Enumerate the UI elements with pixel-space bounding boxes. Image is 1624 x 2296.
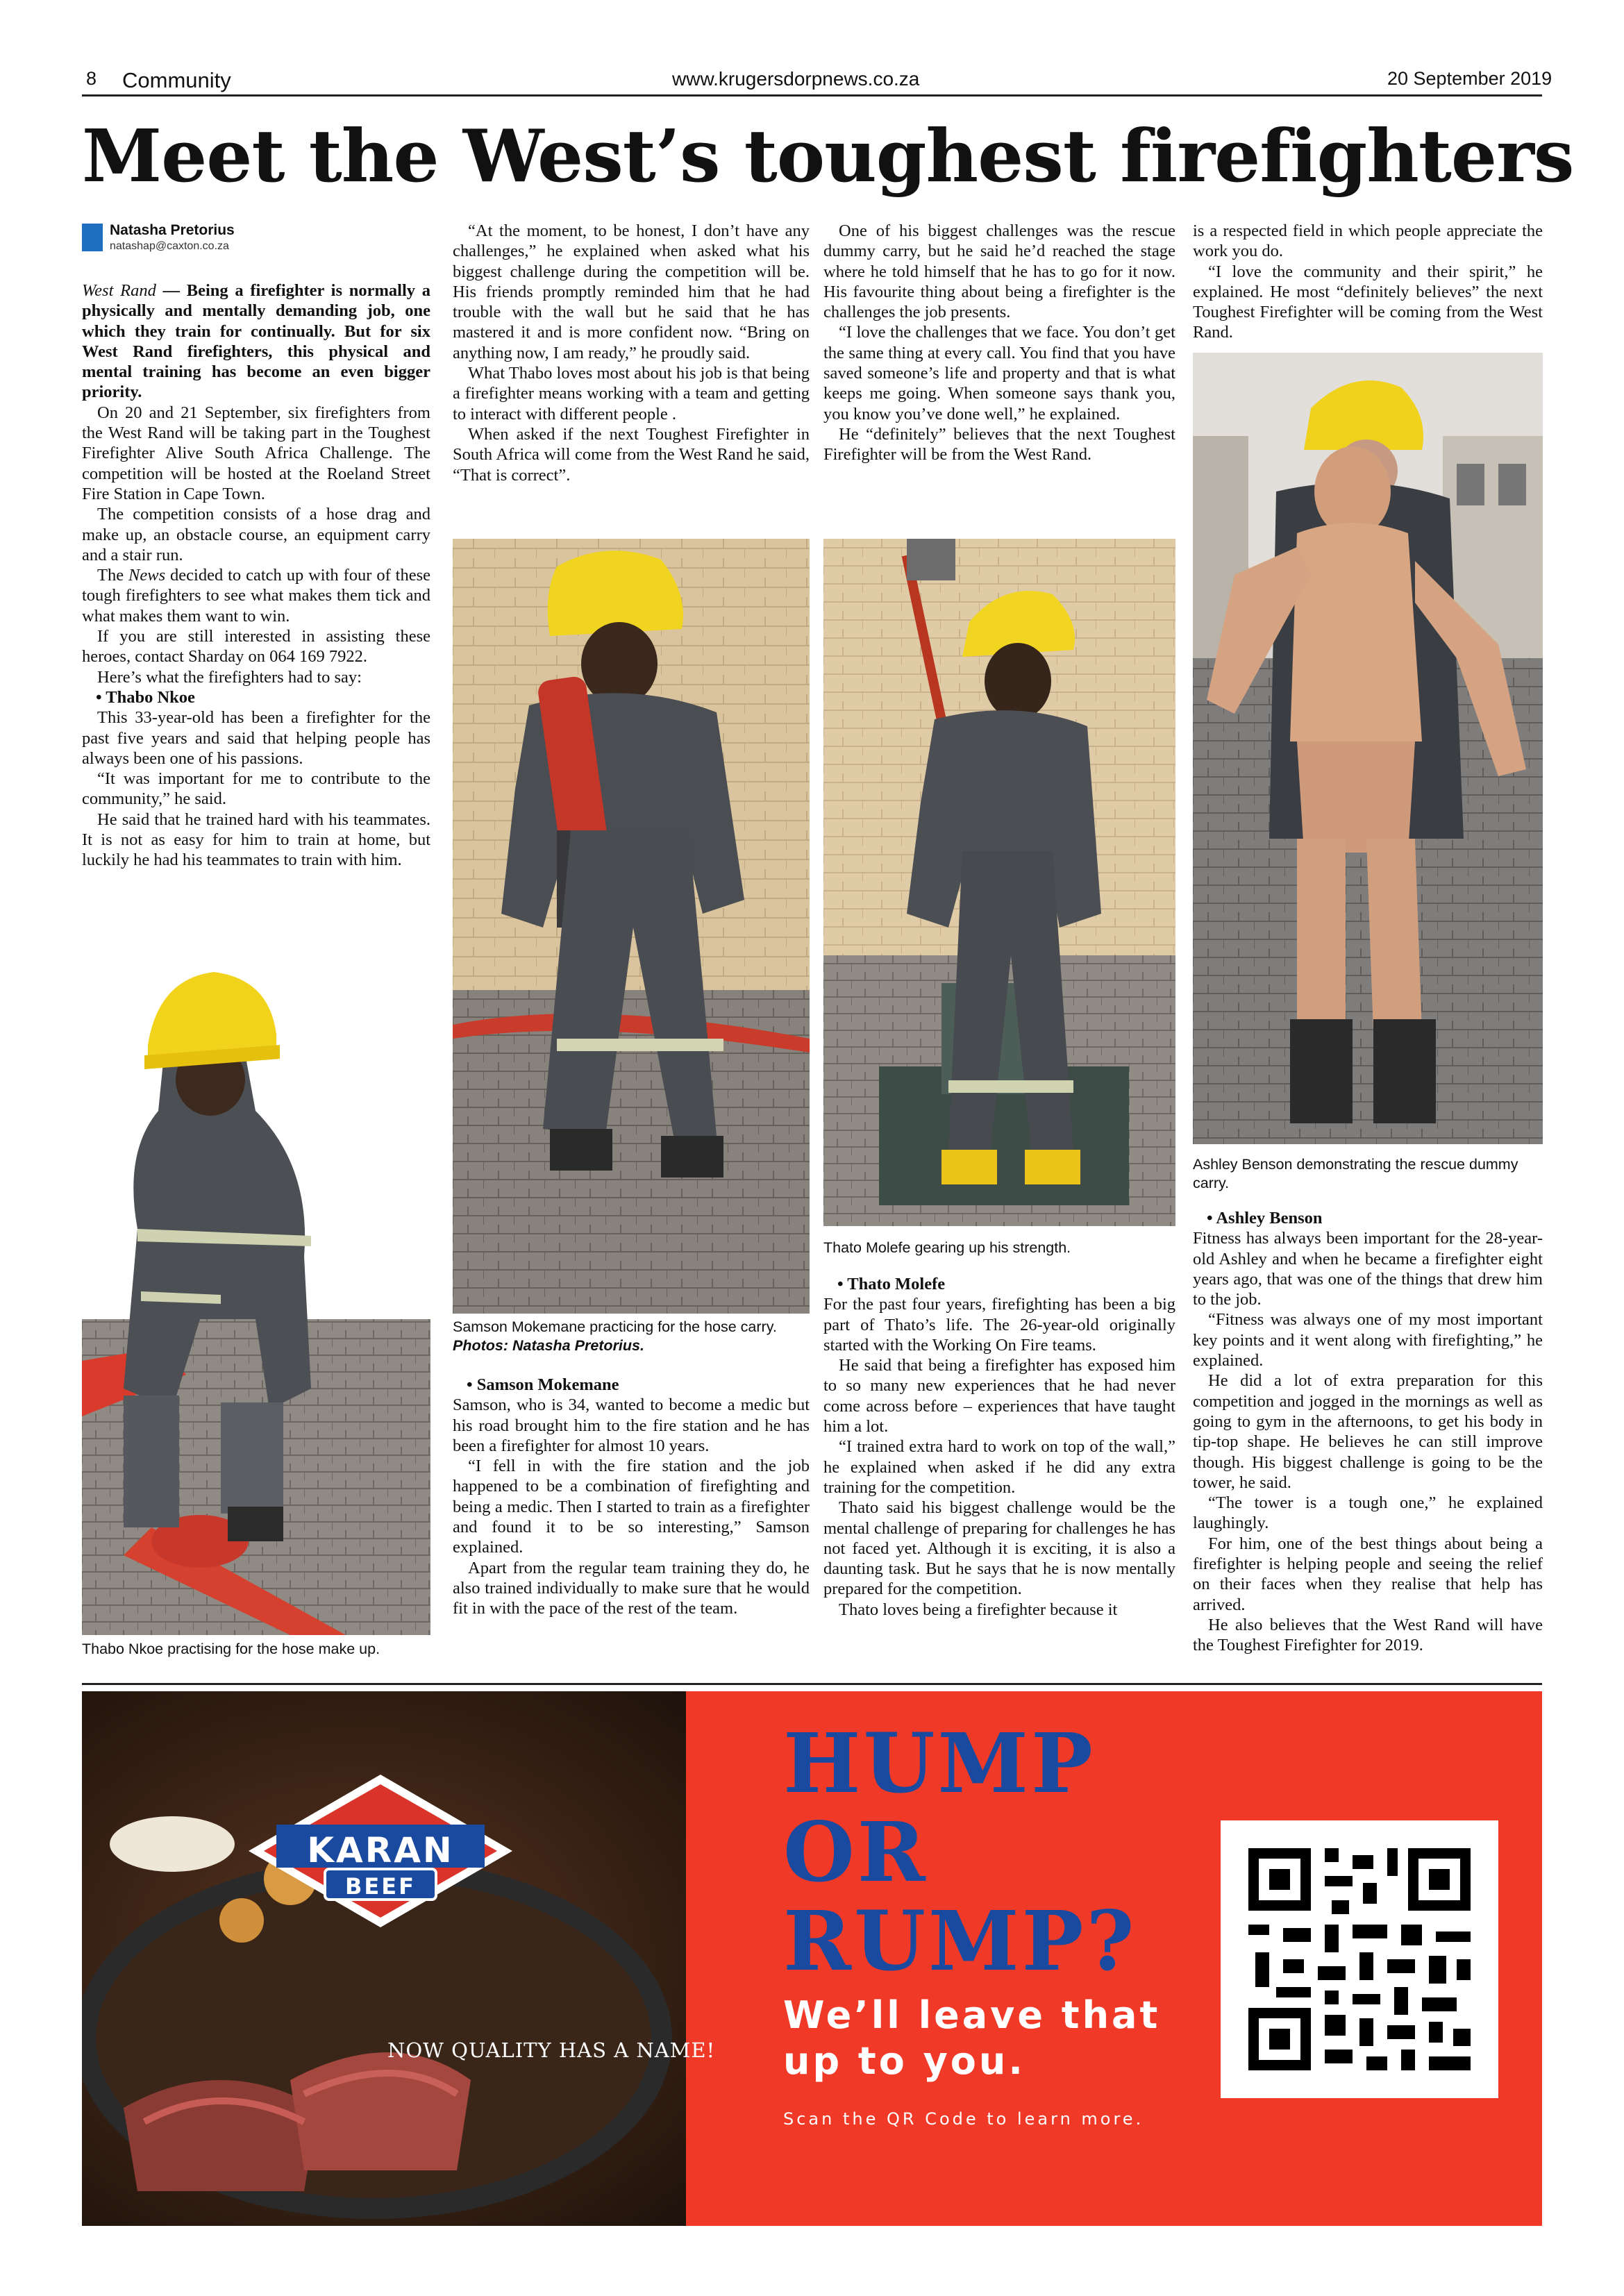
paragraph: He said that he trained hard with his teammates. It is not as easy for him to train at home, but luckily he had his teammates to train with him. (82, 810, 430, 870)
paragraph: “I love the community and their spirit,” he explained. He most “definitely believes” the next Toughest Firefighter will be coming from the West Rand. (1193, 262, 1543, 342)
logo-top-text: KARAN (307, 1830, 454, 1870)
byline-marker (82, 224, 103, 251)
column-3 (823, 221, 1175, 465)
advert-headline (783, 1715, 1137, 1989)
column-2-lower (453, 1375, 810, 1619)
paragraph: Fitness has always been important for the 28-year-old Ashley and when he became a firefighter eight years ago, that was one of the things that drew him to the job. (1193, 1229, 1543, 1309)
paragraph: On 20 and 21 September, six firefighters from the West Rand will be taking part in the Toughest Firefighter Alive South Africa Challenge. The competition will be hosted at the Roeland Street Fire Station in Cape Town. (82, 403, 430, 503)
paragraph: Thato loves being a firefighter because it (839, 1600, 1118, 1619)
section-name: Community (122, 68, 231, 92)
paragraph: Here’s what the firefighters had to say: (97, 667, 362, 687)
article-bottom-rule (82, 1683, 1542, 1685)
paragraph: “I fell in with the fire station and the job happened to be a combination of firefighting and being a medic. Then I started to train as a firefighter and found it to be so interesting,” Samson explained. (453, 1457, 810, 1557)
paragraph: If you are still interested in assisting these heroes, contact Sharday on 064 169 7922. (82, 627, 430, 667)
headline-line: RUMP? (783, 1893, 1137, 1989)
paragraph: is a respected field in which people appreciate the work you do. (1193, 221, 1543, 261)
photo-ashley (1193, 353, 1543, 1144)
paragraph: Thato said his biggest challenge would be the mental challenge of preparing for challenges he has not faced yet. Although it is exciting, it is also a daunting task. But he says that he is now mentally prepared for the competition. (823, 1498, 1175, 1599)
subhead-samson: • Samson Mokemane (467, 1375, 619, 1394)
paragraph: What Thabo loves most about his job is that being a firefighter means working with a team and getting to interact with different people . (453, 364, 810, 424)
logo-bottom-text: BEEF (345, 1873, 416, 1900)
website-url[interactable]: www.krugersdorpnews.co.za (672, 68, 920, 90)
subhead-ashley: • Ashley Benson (1207, 1209, 1323, 1227)
paragraph: “It was important for me to contribute to the community,” he said. (82, 769, 430, 809)
paragraph: “I love the challenges that we face. You don’t get the same thing at every call. You find that you have saved someone’s life and property and that is what keeps me going. When someone says thank you, you know you’ve done well,” he explained. (823, 323, 1175, 424)
paragraph: When asked if the next Toughest Firefighter in South Africa will come from the West Rand he said, “That is correct”. (453, 424, 810, 485)
subhead-thato: • Thato Molefe (837, 1275, 946, 1293)
lead-text: — Being a firefighter is normally a physically and mentally demanding job, one which they train for continually. But for six West Rand firefighters, this physical and mental training has become an even bigger priority. (82, 281, 431, 402)
paragraph: One of his biggest challenges was the rescue dummy carry, but he said he’d reached the stage where he told himself that he has to go for it now. His favourite thing about being a firefighter is the challenges the job presents. (823, 221, 1175, 322)
subhead-thabo: • Thabo Nkoe (96, 687, 195, 707)
photo-samson (453, 539, 810, 1314)
paragraph: He “definitely” believes that the next Toughest Firefighter will be from the West Rand. (823, 424, 1175, 464)
caption-thato: Thato Molefe gearing up his strength. (823, 1239, 1071, 1256)
paragraph: He also believes that the West Rand will have the Toughest Firefighter for 2019. (1193, 1615, 1543, 1655)
qr-code[interactable] (1221, 1820, 1498, 2098)
paragraph: He did a lot of extra preparation for this competition and jogged in the mornings as well as going to gym in the afternoons, to get his body in tip-top shape. He believes he can still improve though. His biggest challenge is going to be the tower, he said. (1193, 1371, 1543, 1492)
paragraph: He said that being a firefighter has exposed him to so many new experiences that he had never come across before – experiences that have taught him a lot. (823, 1356, 1175, 1436)
caption-ashley: Ashley Benson demonstrating the rescue dummy carry. (1193, 1156, 1518, 1191)
paragraph: The competition consists of a hose drag and make up, an obstacle course, an equipment carry and a stair run. (82, 505, 430, 564)
paragraph: This 33-year-old has been a firefighter for the past five years and said that helping people has always been one of his passions. (82, 708, 430, 768)
headline-line: OR (783, 1804, 928, 1900)
karan-beef-advert[interactable] (82, 1691, 1542, 2226)
column-3-lower (823, 1274, 1175, 1620)
byline-name: Natasha Pretorius (110, 222, 235, 238)
paragraph: The News decided to catch up with four of these tough firefighters to see what makes them tick and what makes them want to win. (82, 566, 430, 626)
photo-thato (823, 539, 1175, 1226)
newspaper-name: News (128, 566, 166, 585)
qr-code-icon (1221, 1820, 1498, 2098)
headline-line: HUMP (783, 1715, 1096, 1811)
paragraph: For the past four years, firefighting has been a big part of Thato’s life. The 26-year-old originally started with the Working On Fire teams. (823, 1295, 1175, 1355)
caption-thabo: Thabo Nkoe practising for the hose make up. (82, 1641, 380, 1657)
paragraph: “Fitness was always one of my most important key points and it went along with firefighting,” he explained. (1193, 1310, 1543, 1371)
advert-subheadline (783, 1993, 1160, 2084)
paragraph: For him, one of the best things about being a firefighter is helping people and seeing the relief on their faces when they realise that help has arrived. (1193, 1534, 1543, 1614)
paragraph: Samson, who is 34, wanted to become a medic but his road brought him to the fire station and he has been a firefighter for almost 10 years. (453, 1396, 810, 1455)
header-rule (82, 94, 1542, 97)
issue-date: 20 September 2019 (1387, 68, 1552, 89)
column-4-lower (1193, 1208, 1543, 1656)
column-2 (453, 221, 810, 485)
paragraph: Apart from the regular team training they do, he also trained individually to make sure that he would fit in with the pace of the rest of the team. (453, 1558, 810, 1618)
subheadline-line: We’ll leave that (783, 1993, 1161, 2037)
subheadline-line: up to you. (783, 2039, 1026, 2083)
paragraph: “I trained extra hard to work on top of the wall,” he explained when asked if he did any extra training for the competition. (823, 1437, 1175, 1497)
advert-tagline: NOW QUALITY HAS A NAME! (387, 2038, 716, 2062)
advert-instruction: Scan the QR Code to learn more. (783, 2109, 1144, 2129)
photo-thabo (82, 930, 430, 1635)
byline-email[interactable]: natashap@caxton.co.za (110, 240, 229, 252)
advert-food-image (82, 1691, 769, 2226)
photo-credit: Photos: Natasha Pretorius. (453, 1337, 644, 1354)
headline: Meet the West’s toughest firefighters (82, 113, 1574, 199)
column-1 (82, 280, 430, 871)
column-4 (1193, 221, 1543, 343)
paragraph: “The tower is a tough one,” he explained laughingly. (1193, 1493, 1543, 1533)
paragraph: “At the moment, to be honest, I don’t have any challenges,” he explained when asked what his biggest challenge during the competition will be. His friends promptly reminded him that he had trouble with the wall but he said that he has mastered it and is more confident now. “Bring on anything now, I am ready,” he proudly said. (453, 221, 810, 362)
page-number: 8 (86, 68, 97, 89)
caption-samson: Samson Mokemane practicing for the hose carry. Photos: Natasha Pretorius. (453, 1318, 777, 1354)
lead-place: West Rand (82, 281, 156, 300)
lead-paragraph (82, 280, 430, 403)
